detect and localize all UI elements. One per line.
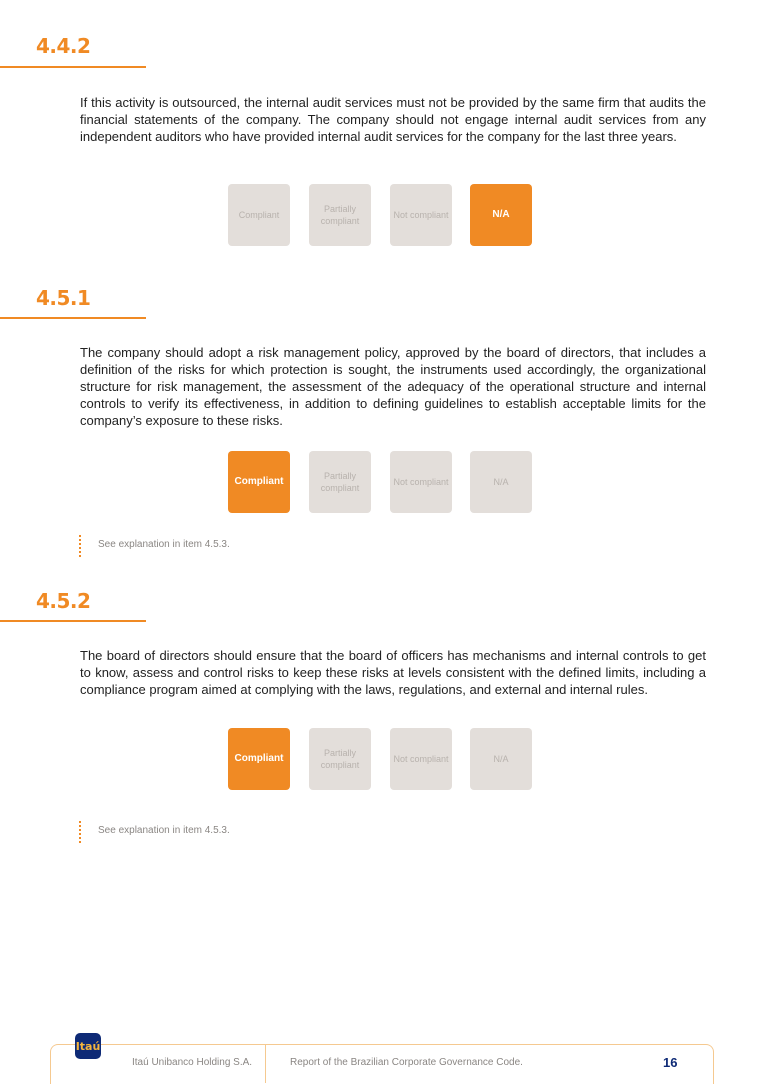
explanation-note-text: See explanation in item 4.5.3. (98, 539, 230, 550)
explanation-note (79, 535, 230, 557)
badge-not-compliant: Not compliant (390, 184, 452, 246)
section-number-4-4-2: 4.4.2 (36, 34, 91, 58)
badge-compliant: Compliant (228, 728, 290, 790)
section-text-4-5-1: The company should adopt a risk management policy, approved by the board of directors, that includes a definition of the risks for which protection is sought, the instruments used accordingly, the organizational structure for risk management, the assessment of the adequacy of the operational structure and internal controls to verify its effectiveness, in addition to defining guidelines to establish acceptable limits for the company’s exposure to these risks. (80, 345, 706, 428)
section-text-4-5-2: The board of directors should ensure that the board of officers has mechanisms and internal controls to get to know, assess and control risks to keep these risks at levels consistent with the defined limits, including a compliance program aimed at complying with the laws, regulations, and external and internal rules. (80, 648, 706, 697)
badge-na: N/A (470, 451, 532, 513)
badge-partially-compliant: Partially compliant (309, 728, 371, 790)
badge-na: N/A (470, 728, 532, 790)
footer-divider (265, 1045, 266, 1083)
page-number: 16 (663, 1055, 678, 1070)
badge-not-compliant: Not compliant (390, 451, 452, 513)
badge-compliant: Compliant (228, 451, 290, 513)
section-rule (0, 620, 146, 622)
badge-partially-compliant: Partially compliant (309, 451, 371, 513)
badge-partially-compliant: Partially compliant (309, 184, 371, 246)
section-rule (0, 66, 146, 68)
section-number-4-5-1: 4.5.1 (36, 286, 91, 310)
itau-logo: Itaú (75, 1033, 101, 1059)
badge-compliant: Compliant (228, 184, 290, 246)
section-rule (0, 317, 146, 319)
footer-company: Itaú Unibanco Holding S.A. (132, 1057, 253, 1068)
explanation-note (79, 821, 230, 843)
section-text-4-4-2: If this activity is outsourced, the internal audit services must not be provided by the same firm that audits the financial statements of the company. The company should not engage internal audit services from any independent auditors who have provided internal audit services for the company for the last three years. (80, 95, 706, 144)
explanation-note-text: See explanation in item 4.5.3. (98, 825, 230, 836)
footer-report-title: Report of the Brazilian Corporate Governance Code. (290, 1057, 523, 1068)
badge-not-compliant: Not compliant (390, 728, 452, 790)
section-number-4-5-2: 4.5.2 (36, 589, 91, 613)
badge-na: N/A (470, 184, 532, 246)
